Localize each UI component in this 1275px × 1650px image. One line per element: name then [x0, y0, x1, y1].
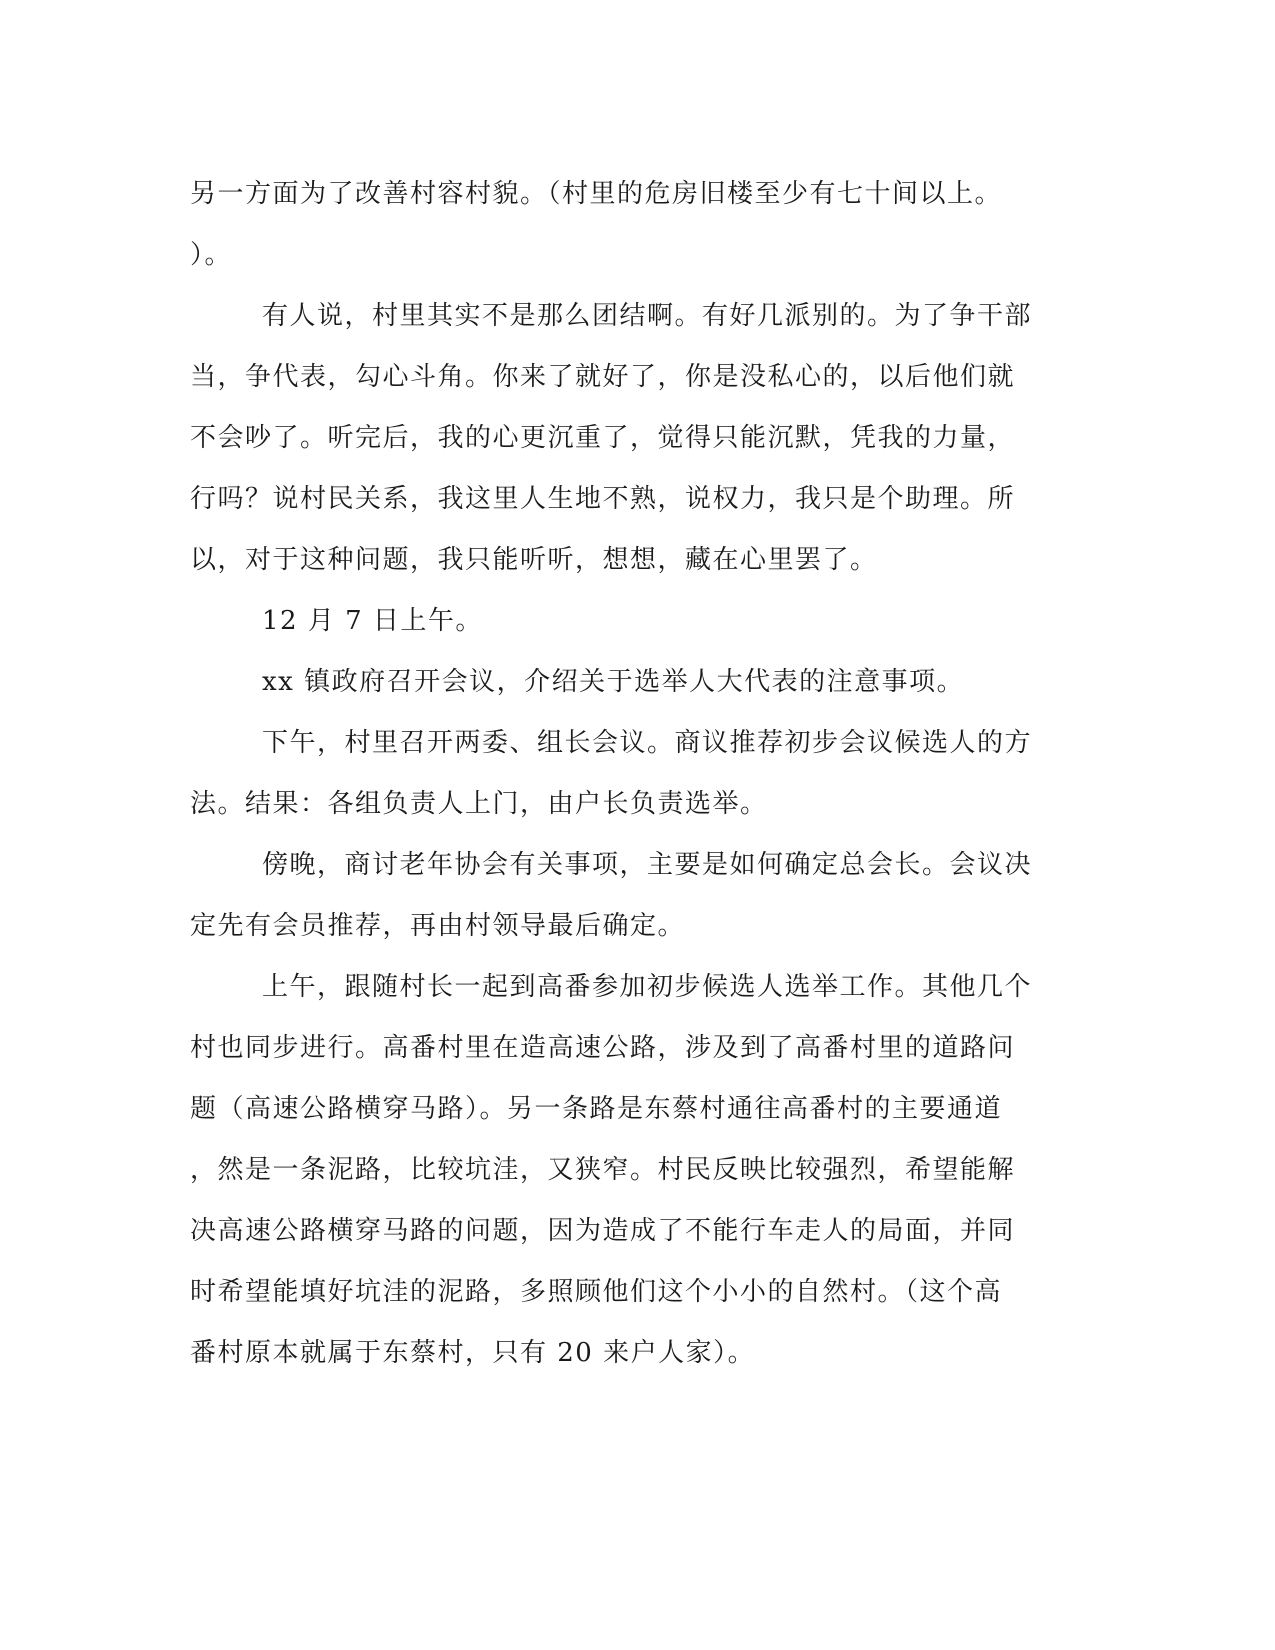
text-line: 12 月 7 日上午。 — [262, 606, 483, 636]
paragraph-6 — [190, 835, 1080, 957]
paragraph-2 — [190, 286, 1080, 591]
text-line: 以，对于这种问题，我只能听听，想想，藏在心里罢了。 — [190, 545, 878, 575]
paragraph-1 — [190, 164, 1080, 286]
text-line: 另一方面为了改善村容村貌。（村里的危房旧楼至少有七十间以上。 — [190, 179, 1003, 209]
text-line: xx 镇政府召开会议，介绍关于选举人大代表的注意事项。 — [262, 667, 965, 697]
text-line: 傍晚，商讨老年协会有关事项，主要是如何确定总会长。会议决 — [262, 850, 1033, 880]
text-line: 法。结果：各组负责人上门，由户长负责选举。 — [190, 789, 768, 819]
paragraph-5 — [190, 713, 1080, 835]
text-line: 定先有会员推荐，再由村领导最后确定。 — [190, 911, 686, 941]
text-line: 决高速公路横穿马路的问题，因为造成了不能行车走人的局面，并同 — [190, 1216, 1016, 1246]
document-body — [190, 164, 1080, 1384]
text-line: 时希望能填好坑洼的泥路，多照顾他们这个小小的自然村。（这个高 — [190, 1277, 1003, 1307]
text-line: 上午，跟随村长一起到高番参加初步候选人选举工作。其他几个 — [262, 972, 1033, 1002]
paragraph-7 — [190, 957, 1080, 1384]
text-line: 当，争代表，勾心斗角。你来了就好了，你是没私心的，以后他们就 — [190, 362, 1016, 392]
text-line: 行吗？说村民关系，我这里人生地不熟，说权力，我只是个助理。所 — [190, 484, 1016, 514]
text-line: 下午，村里召开两委、组长会议。商议推荐初步会议候选人的方 — [262, 728, 1033, 758]
text-line: ，然是一条泥路，比较坑洼，又狭窄。村民反映比较强烈，希望能解 — [190, 1155, 1016, 1185]
text-line: 村也同步进行。高番村里在造高速公路，涉及到了高番村里的道路问 — [190, 1033, 1016, 1063]
paragraph-4 — [190, 652, 1080, 713]
text-line: 番村原本就属于东蔡村，只有 20 来户人家）。 — [190, 1338, 756, 1368]
text-line: 题（高速公路横穿马路）。另一条路是东蔡村通往高番村的主要通道 — [190, 1094, 1003, 1124]
text-line: 不会吵了。听完后，我的心更沉重了，觉得只能沉默，凭我的力量， — [190, 423, 1016, 453]
paragraph-date — [190, 591, 1080, 652]
text-line: ）。 — [190, 240, 233, 270]
text-line: 有人说，村里其实不是那么团结啊。有好几派别的。为了争干部 — [262, 301, 1033, 331]
